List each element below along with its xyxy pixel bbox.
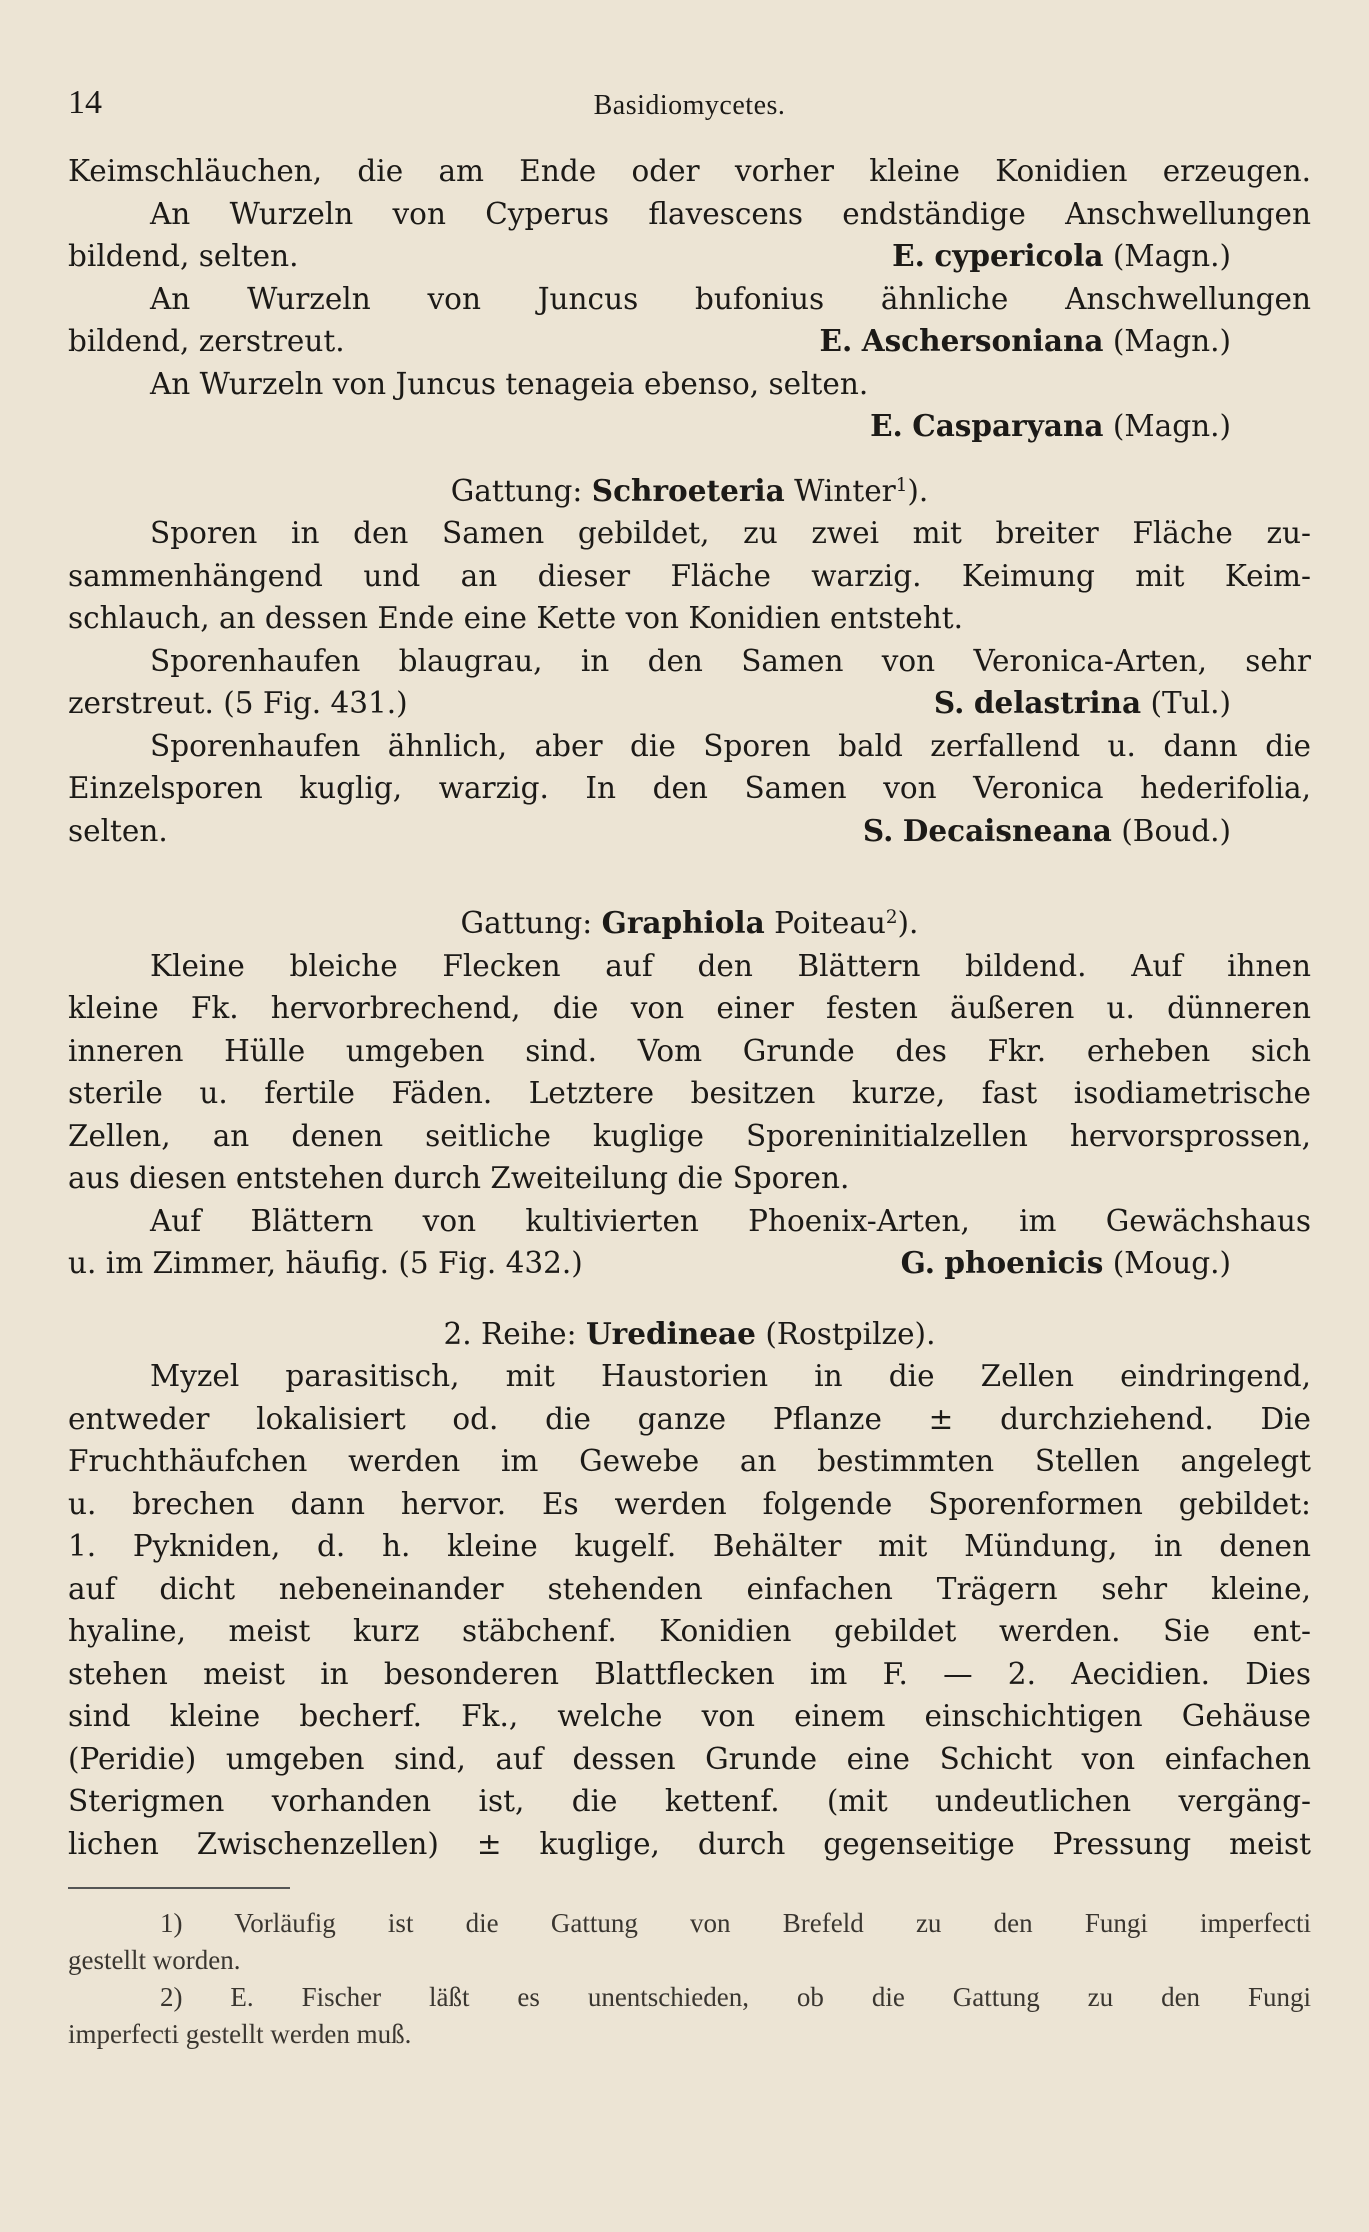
heading-suffix: (Rostpilze).: [765, 1316, 936, 1351]
footnote-mark: 1): [160, 1908, 183, 1938]
heading-author: Poiteau: [774, 906, 886, 940]
series-heading: [68, 1313, 1311, 1356]
footnote-text: Vorläufig ist die Gattung von Brefeld zu den Fungi imperfecti: [234, 1908, 1312, 1938]
species-genus: E.: [870, 408, 903, 443]
text-line: Myzel parasitisch, mit Haustorien in die Zellen eindringend,: [150, 1359, 1311, 1393]
species-genus: G.: [900, 1245, 936, 1280]
species-author: (Magn.): [1112, 409, 1231, 443]
footnote-ref: 2: [885, 906, 898, 928]
page-body: [68, 150, 1311, 1865]
species-name: [892, 235, 1311, 278]
section-uredineae: [68, 1313, 1311, 1866]
species-name: [820, 320, 1311, 363]
text-line: (Peridie) umgeben sind, auf dessen Grunde eine Schicht von einfachen: [68, 1741, 1311, 1776]
species-genus: E.: [819, 323, 853, 358]
species-epithet: Casparyana: [912, 408, 1104, 443]
footnote-2: [68, 1979, 1311, 2016]
text-line: sind kleine becherf. Fk., welche von einem einschichtigen Gehäuse: [68, 1699, 1311, 1733]
genus-heading: Gattung: Graphiola Poiteau$^2$).: [460, 905, 919, 940]
text-line: lichen Zwischenzellen) ± kuglige, durch gegenseitige Pressung meist: [68, 1826, 1311, 1861]
text-line: Keimschläuchen, die am Ende oder vorher kleine Konidien erzeugen.: [68, 154, 1311, 188]
footnote-ref: 1: [895, 474, 908, 496]
footnotes: [68, 1905, 1311, 2053]
text-line: sammenhängend und an dieser Fläche warzig. Keimung mit Keim-: [68, 558, 1311, 593]
text-line: bildend, selten.: [68, 239, 299, 273]
heading-prefix: Gattung:: [450, 473, 583, 508]
text-line: An Wurzeln von Juncus bufonius ähnliche Anschwellungen: [150, 281, 1311, 316]
species-author: (Boud.): [1121, 813, 1231, 848]
text-line: bildend, zerstreut.: [68, 324, 345, 358]
text-line: Sporen in den Samen gebildet, zu zwei mit breiter Fläche zu-: [150, 516, 1311, 550]
section-entyloma: [68, 150, 1311, 448]
species-genus: S.: [933, 685, 965, 720]
species-epithet: phoenicis: [944, 1245, 1104, 1280]
heading-name: Uredineae: [585, 1315, 756, 1351]
heading-genus: Graphiola: [601, 905, 765, 940]
footnote-mark: 2): [160, 1982, 183, 2012]
text-line: u. brechen dann hervor. Es werden folgende Sporenformen gebildet:: [68, 1486, 1311, 1521]
heading-prefix: 2. Reihe:: [443, 1316, 577, 1351]
species-line: [68, 235, 1311, 278]
text-line: kleine Fk. hervorbrechend, die von einer festen äußeren u. dünneren: [68, 991, 1311, 1025]
running-head: Basidiomycetes.: [593, 90, 786, 121]
species-epithet: Aschersoniana: [861, 323, 1104, 358]
text-line: Kleine bleiche Flecken auf den Blättern bildend. Auf ihnen: [150, 948, 1311, 983]
page-number: 14: [68, 84, 102, 121]
species-epithet: cypericola: [934, 238, 1104, 273]
spacer: [68, 852, 1311, 880]
heading-prefix: Gattung:: [460, 906, 593, 940]
species-genus: E.: [892, 238, 925, 273]
text-line: Sporenhaufen blaugrau, in den Samen von Veronica-Arten, sehr: [150, 643, 1311, 678]
page-header: [68, 84, 1311, 132]
genus-heading: Gattung: Schroeteria Winter$^1$).: [450, 472, 929, 508]
species-epithet: Decaisneana: [902, 812, 1112, 848]
text-line: u. im Zimmer, häufig. (5 Fig. 432.): [68, 1246, 583, 1280]
species-name: [901, 1242, 1311, 1285]
text-line: sterile u. fertile Fäden. Letztere besitzen kurze, fast isodiametrische: [68, 1076, 1311, 1110]
species-line: [68, 1242, 1311, 1285]
species-name: [934, 682, 1311, 725]
text-line: entweder lokalisiert od. die ganze Pflanze ± durchziehend. Die: [68, 1401, 1311, 1436]
text-line: Auf Blättern von kultivierten Phoenix-Arten, im Gewächshaus: [150, 1203, 1311, 1238]
species-line: [68, 810, 1311, 853]
footnote-rule: [68, 1887, 290, 1889]
species-name: [863, 810, 1311, 853]
footnote-1: [68, 1905, 1311, 1942]
text-line: auf dicht nebeneinander stehenden einfachen Trägern sehr kleine,: [68, 1571, 1311, 1606]
species-author: (Magn.): [1112, 239, 1231, 273]
species-line: [68, 682, 1311, 725]
species-name: [68, 405, 1311, 448]
text-line: hyaline, meist kurz stäbchenf. Konidien gebildet werden. Sie ent-: [68, 1614, 1311, 1648]
heading-author: Winter: [794, 473, 896, 508]
species-author: (Tul.): [1150, 686, 1231, 720]
section-schroeteria: [68, 470, 1311, 853]
species-line: [68, 320, 1311, 363]
section-graphiola: [68, 902, 1311, 1285]
species-genus: S.: [862, 812, 894, 848]
species-author: (Moug.): [1112, 1246, 1231, 1280]
species-author: (Magn.): [1112, 324, 1231, 358]
text-line: An Wurzeln von Juncus tenageia ebenso, selten.: [150, 366, 869, 401]
text-line: schlauch, an dessen Ende eine Kette von Konidien entsteht.: [68, 601, 963, 635]
text-line: Einzelsporen kuglig, warzig. In den Samen von Veronica hederifolia,: [68, 771, 1311, 805]
text-line: Fruchthäufchen werden im Gewebe an bestimmten Stellen angelegt: [68, 1444, 1311, 1478]
text-line: Sporenhaufen ähnlich, aber die Sporen bald zerfallend u. dann die: [150, 728, 1311, 763]
text-line: stehen meist in besonderen Blattflecken im F. — 2. Aecidien. Dies: [68, 1656, 1311, 1691]
footnote-text: E. Fischer läßt es unentschieden, ob die Gattung zu den Fungi: [230, 1982, 1311, 2012]
footnote-2-cont: imperfecti gestellt werden muß.: [68, 2019, 412, 2049]
species-epithet: delastrina: [973, 685, 1142, 720]
heading-genus: Schroeteria: [591, 472, 785, 508]
footnote-1-cont: gestellt worden.: [68, 1945, 241, 1975]
text-line: selten.: [68, 813, 168, 848]
text-line: Zellen, an denen seitliche kuglige Sporeninitialzellen hervorsprossen,: [68, 1118, 1311, 1153]
text-line: Sterigmen vorhanden ist, die kettenf. (mit undeutlichen vergäng-: [68, 1784, 1311, 1818]
text-line: An Wurzeln von Cyperus flavescens endständige Anschwellungen: [150, 196, 1311, 231]
text-line: inneren Hülle umgeben sind. Vom Grunde des Fkr. erheben sich: [68, 1033, 1311, 1068]
text-line: aus diesen entstehen durch Zweiteilung die Sporen.: [68, 1161, 850, 1195]
text-line: zerstreut. (5 Fig. 431.): [68, 686, 408, 720]
text-line: 1. Pykniden, d. h. kleine kugelf. Behälter mit Mündung, in denen: [68, 1529, 1311, 1563]
